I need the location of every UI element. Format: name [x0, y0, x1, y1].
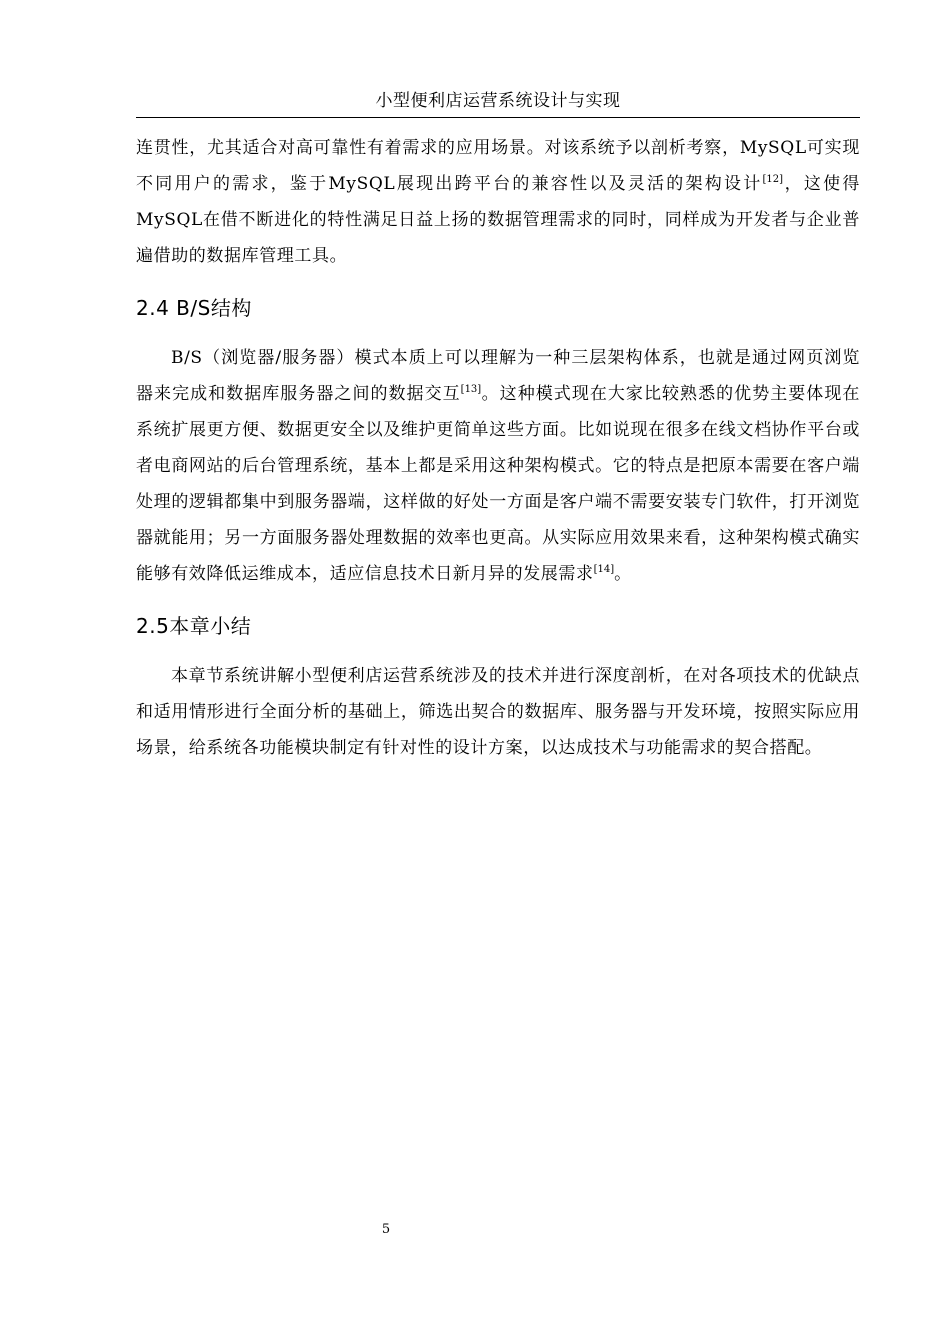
section-heading-2-5: 2.5本章小结	[136, 614, 252, 638]
section-heading-2-4: 2.4 B/S结构	[136, 296, 252, 320]
header-divider	[136, 117, 860, 118]
section-2-4-paragraph	[136, 340, 860, 592]
intro-text-part1: 连贯性，尤其适合对高可靠性有着需求的应用场景。对该系统予以剖析考察，MySQL可实现不同用户的需求，鉴于MySQL展现出跨平台的兼容性以及灵活的架构设计	[136, 138, 860, 194]
citation-13: [13]	[460, 384, 482, 395]
section-2-5-paragraph: 本章节系统讲解小型便利店运营系统涉及的技术并进行深度剖析，在对各项技术的优缺点和适用情形进行全面分析的基础上，筛选出契合的数据库、服务器与开发环境，按照实际应用场景，给系统各功能模块制定有针对性的设计方案，以达成技术与功能需求的契合搭配。	[136, 666, 860, 758]
citation-14: [14]	[593, 564, 615, 575]
page-number: 5	[381, 1222, 391, 1237]
citation-12: [12]	[762, 174, 784, 185]
running-header: 小型便利店运营系统设计与实现	[375, 91, 621, 111]
bs-text-part3: 。	[614, 564, 632, 584]
intro-text-part2: ，这使得MySQL在借不断进化的特性满足日益上扬的数据管理需求的同时，同样成为开发者与企业普遍借助的数据库管理工具。	[136, 174, 860, 266]
page-body	[136, 130, 860, 766]
bs-text-part1: B/S（浏览器/服务器）模式本质上可以理解为一种三层架构体系，也就是通过网页浏览器来完成和数据库服务器之间的数据交互	[136, 348, 860, 404]
bs-text-part2: 。这种模式现在大家比较熟悉的优势主要体现在系统扩展更方便、数据更安全以及维护更简单这些方面。比如说现在很多在线文档协作平台或者电商网站的后台管理系统，基本上都是采用这种架构模式。它的特点是把原本需要在客户端处理的逻辑都集中到服务器端，这样做的好处一方面是客户端不需要安装专门软件，打开浏览器就能用；另一方面服务器处理数据的效率也更高。从实际应用效果来看，这种架构模式确实能够有效降低运维成本，适应信息技术日新月异的发展需求	[136, 384, 860, 584]
intro-paragraph	[136, 130, 860, 274]
